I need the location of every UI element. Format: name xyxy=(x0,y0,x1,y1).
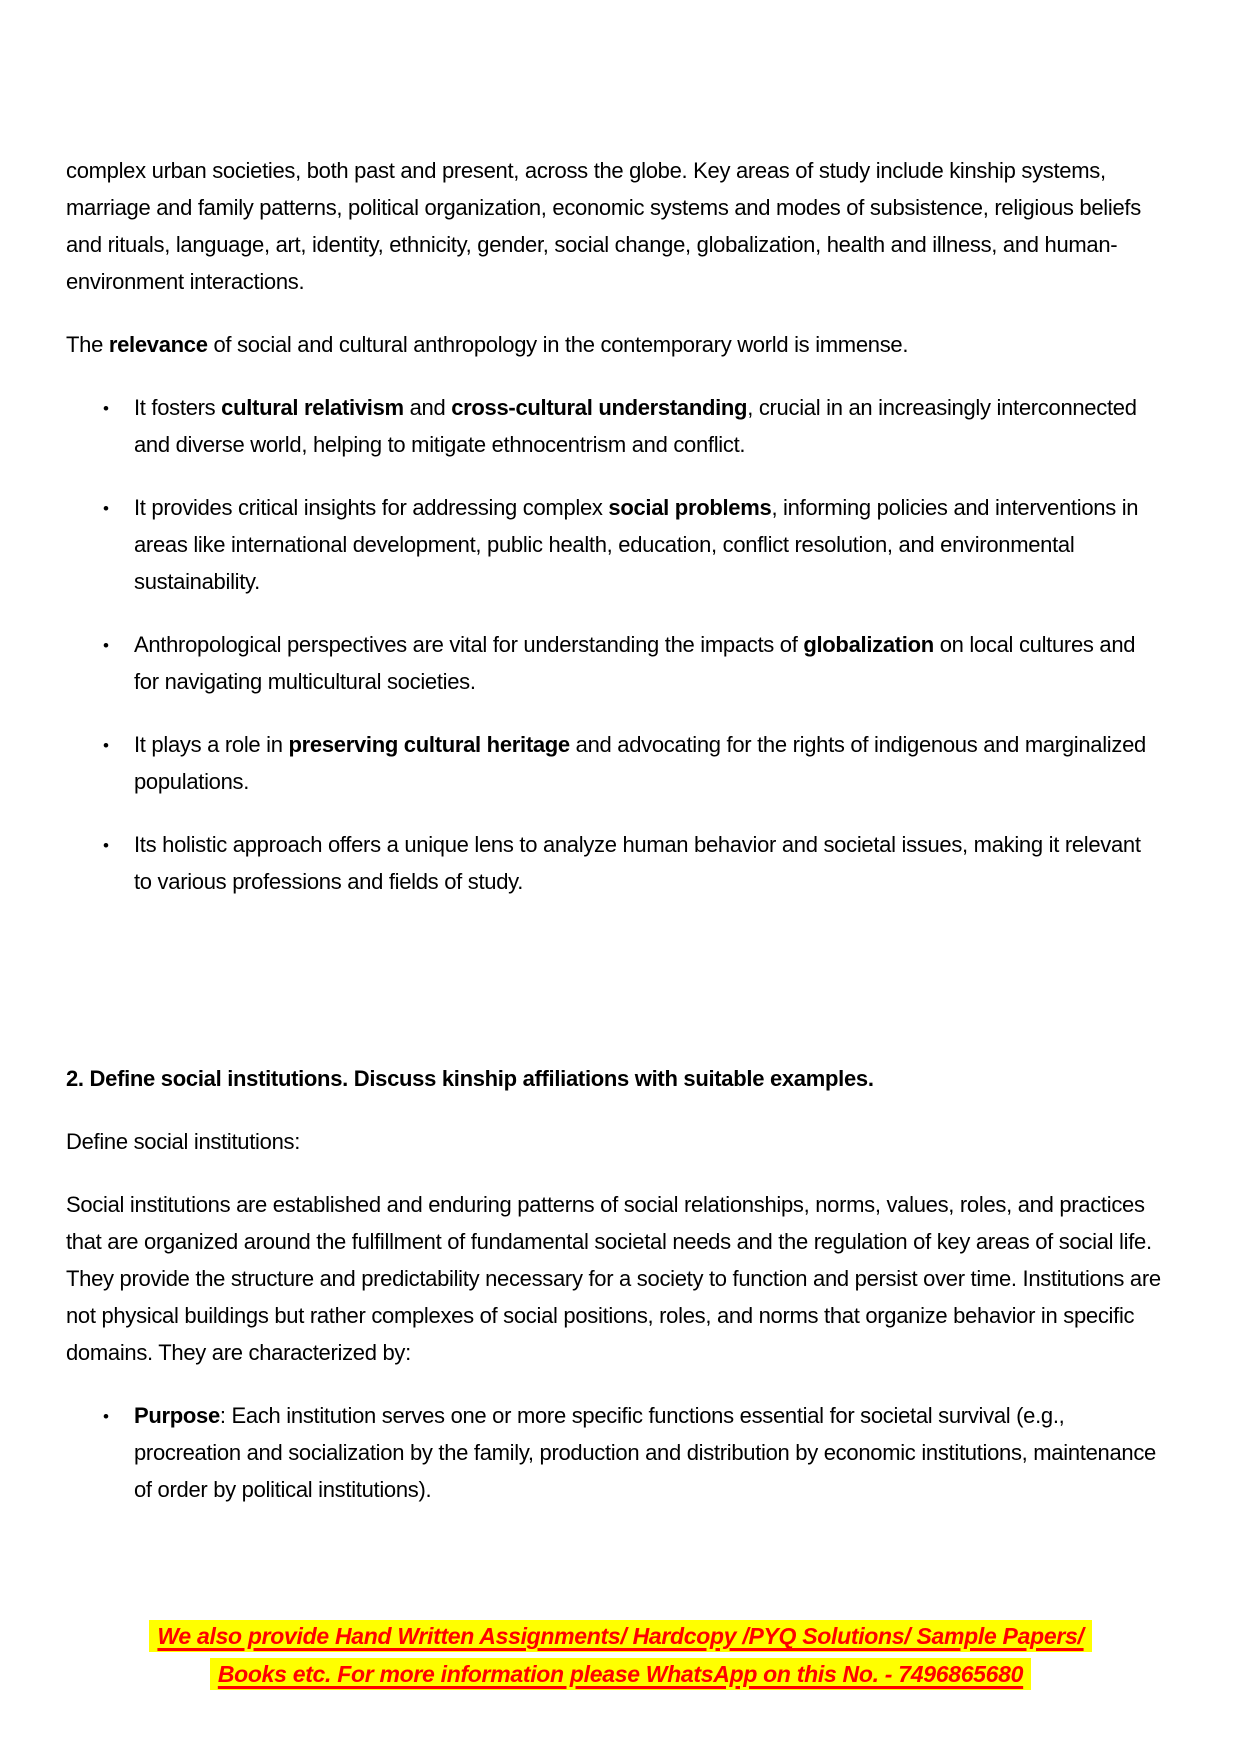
list-item-text: It plays a role in preserving cultural heritage and advocating for the rights of indigenous and marginalized populations. xyxy=(134,732,1146,794)
promo-footer-line-2 xyxy=(66,1655,1175,1693)
relevance-bullet-list xyxy=(66,389,1175,900)
list-item xyxy=(134,489,1164,600)
list-item xyxy=(134,826,1164,900)
list-item xyxy=(134,626,1164,700)
list-item xyxy=(134,726,1164,800)
promo-footer-line1-text: We also provide Hand Written Assignments/ Hardcopy /PYQ Solutions/ Sample Papers/ xyxy=(149,1620,1091,1652)
intro-continuation-paragraph: complex urban societies, both past and present, across the globe. Key areas of study include kinship systems, marriage and family patterns, political organization, economic systems and modes of subsistence, religious beliefs and rituals, language, art, identity, ethnicity, gender, social change, globalization, health and illness, and human-environment interactions. xyxy=(66,158,1141,294)
relevance-intro-paragraph: The relevance of social and cultural anthropology in the contemporary world is immense. xyxy=(66,332,909,357)
promo-footer xyxy=(66,1617,1175,1693)
define-label-paragraph: Define social institutions: xyxy=(66,1129,301,1154)
institutions-definition-paragraph: Social institutions are established and enduring patterns of social relationships, norms, values, roles, and practices that are organized around the fulfillment of fundamental societal needs and the regulation of key areas of social life. They provide the structure and predictability necessary for a society to function and persist over time. Institutions are not physical buildings but rather complexes of social positions, roles, and norms that organize behavior in specific domains. They are characterized by: xyxy=(66,1192,1161,1365)
characteristics-bullet-list xyxy=(66,1397,1175,1508)
list-item xyxy=(134,389,1164,463)
list-item-text: It provides critical insights for addressing complex social problems, informing policies and interventions in areas like international development, public health, education, conflict resolution, and environmental sustainability. xyxy=(134,495,1139,594)
promo-footer-line-1 xyxy=(66,1617,1175,1655)
list-item-text: Purpose: Each institution serves one or more specific functions essential for societal survival (e.g., procreation and socialization by the family, production and distribution by economic institutions, maintenance of order by political institutions). xyxy=(134,1403,1156,1502)
list-item-text: Anthropological perspectives are vital for understanding the impacts of globalization on local cultures and for navigating multicultural societies. xyxy=(134,632,1136,694)
footer-spacer xyxy=(66,1534,1175,1617)
list-item-text: It fosters cultural relativism and cross-cultural understanding, crucial in an increasingly interconnected and diverse world, helping to mitigate ethnocentrism and conflict. xyxy=(134,395,1137,457)
question-2-heading: 2. Define social institutions. Discuss kinship affiliations with suitable examples. xyxy=(66,1066,874,1091)
promo-footer-line2-text: Books etc. For more information please WhatsApp on this No. - 7496865680 xyxy=(210,1658,1031,1690)
list-item xyxy=(134,1397,1164,1508)
list-item-text: Its holistic approach offers a unique lens to analyze human behavior and societal issues, making it relevant to various professions and fields of study. xyxy=(134,832,1141,894)
section-spacer xyxy=(66,926,1175,1060)
